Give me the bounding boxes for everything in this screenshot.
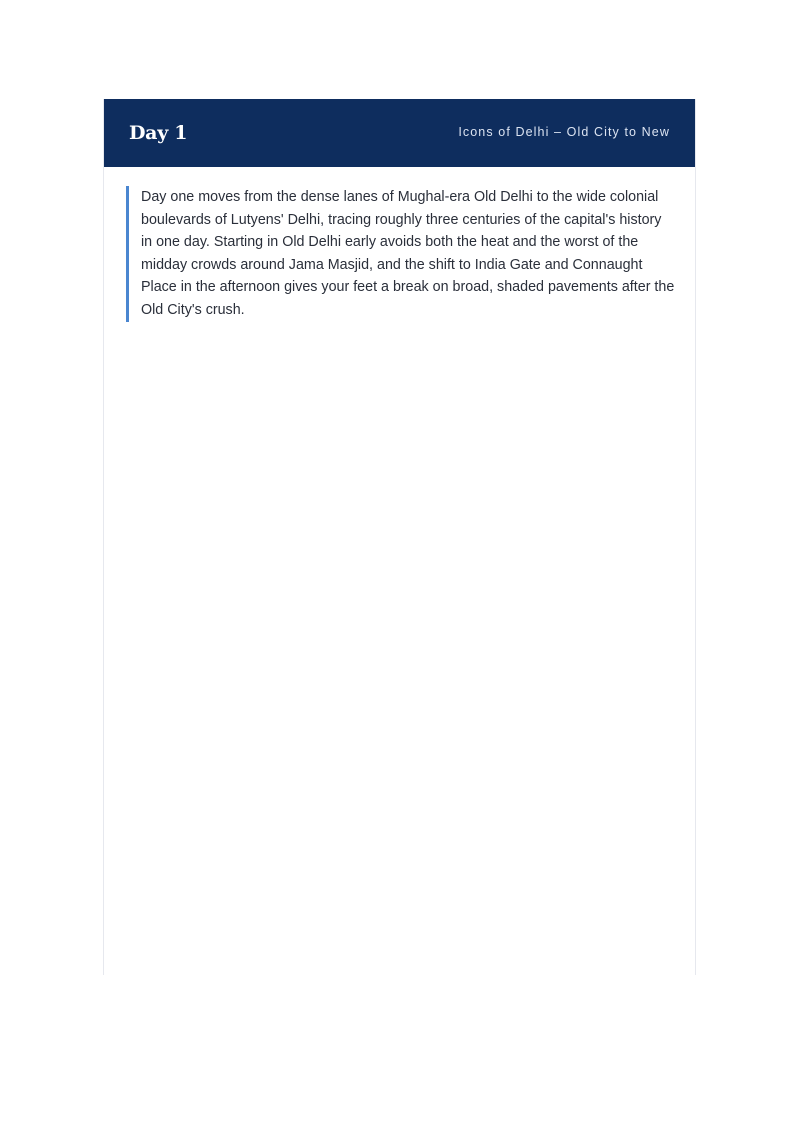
day-subtitle: Icons of Delhi – Old City to New: [458, 125, 670, 139]
day-title: Day 1: [129, 122, 188, 144]
day-header: [104, 99, 695, 167]
intro-quote: [126, 186, 676, 322]
intro-text: Day one moves from the dense lanes of Mughal-era Old Delhi to the wide colonial boulevards of Lutyens' Delhi, tracing roughly three centuries of the capital's history in one day. Starting in Old Delhi early avoids both the heat and the worst of the midday crowds around Jama Masjid, and the shift to India Gate and Connaught Place in the afternoon gives your feet a break on broad, shaded pavements after the Old City's crush.: [141, 189, 675, 318]
day-card: [103, 99, 696, 975]
